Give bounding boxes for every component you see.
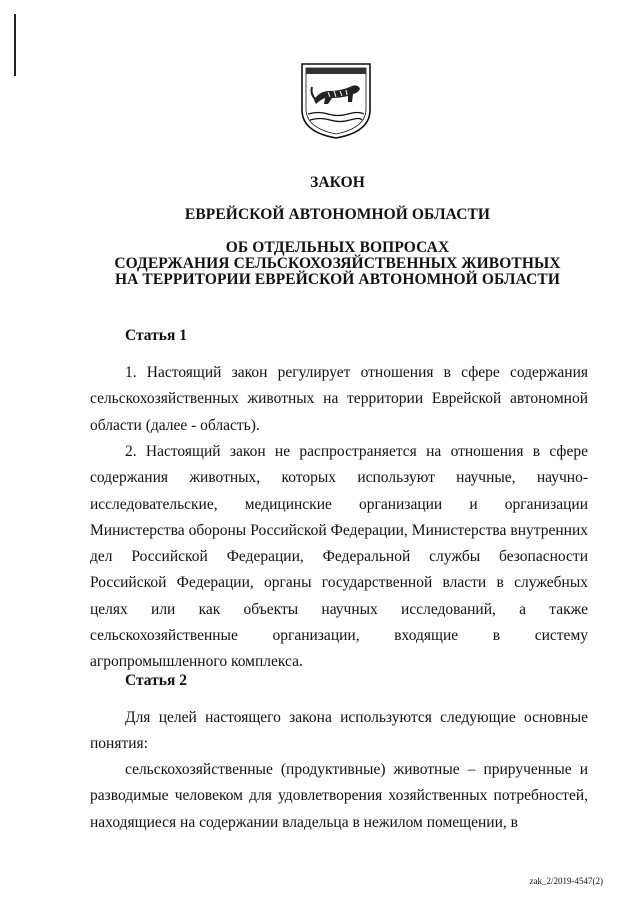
law-subject (60, 240, 615, 288)
law-subject-line: СОДЕРЖАНИЯ СЕЛЬСКОХОЗЯЙСТВЕННЫХ ЖИВОТНЫХ (114, 255, 561, 272)
article-1-paragraph-1: 1. Настоящий закон регулирует отношения в сфере содержания сельскохозяйственных животных на территории Еврейской автономной области (далее - область). (90, 364, 588, 434)
article-2-heading: Статья 2 (125, 672, 187, 689)
law-subject-line: ОБ ОТДЕЛЬНЫХ ВОПРОСАХ (225, 239, 450, 256)
margin-binding-line (14, 14, 16, 76)
article-1-heading: Статья 1 (125, 327, 187, 344)
law-subject-line: НА ТЕРРИТОРИИ ЕВРЕЙСКОЙ АВТОНОМНОЙ ОБЛАСТИ (115, 271, 560, 288)
document-code: zak_2/2019-4547(2) (529, 876, 603, 886)
region-title: ЕВРЕЙСКОЙ АВТОНОМНОЙ ОБЛАСТИ (184, 206, 491, 223)
coat-of-arms-tiger-icon (298, 60, 374, 140)
law-label: ЗАКОН (310, 174, 365, 191)
article-1-paragraph-2: 2. Настоящий закон не распространяется на отношения в сфере содержания животных, которых используют научные, научно-исследовательские, медицинские организации и организации Министерства обороны Российской Федерации, Министерства внутренних дел Российской Федерации, Федеральной службы безопасности Российской Федерации, органы государственной власти в служебных целях или как объекты научных исследований, а также сельскохозяйственные организации, входящие в систему агропромышленного комплекса. (90, 443, 588, 671)
article-2-paragraph-2: сельскохозяйственные (продуктивные) животные – прирученные и разводимые человеком для удовлетворения хозяйственных потребностей, находящиеся на содержании владельца в нежилом помещении, в (90, 761, 588, 831)
article-2-paragraph-1: Для целей настоящего закона используются следующие основные понятия: (90, 709, 588, 753)
